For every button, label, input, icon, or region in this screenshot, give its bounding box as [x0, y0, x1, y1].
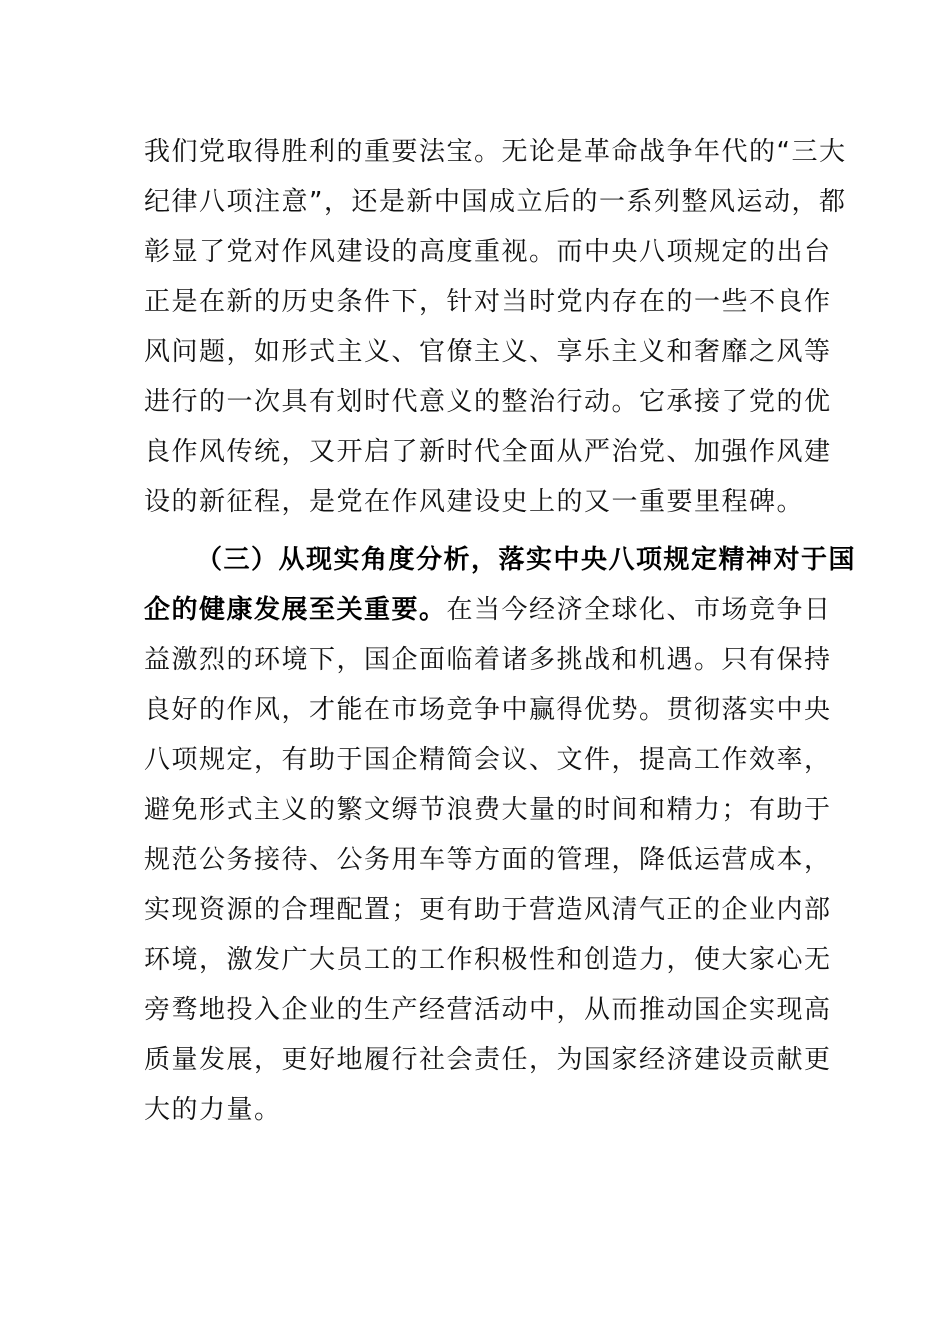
text-line: 避免形式主义的繁文缛节浪费大量的时间和精力；有助于: [144, 795, 832, 825]
paragraph-reality: [144, 535, 857, 1135]
text-line: 设的新征程，是党在作风建设史上的又一重要里程碑。: [144, 487, 805, 517]
text-line-rest: 在当今经济全球化、市场竞争日: [446, 595, 832, 625]
text-line: 良好的作风，才能在市场竞争中赢得优势。贯彻落实中央: [144, 695, 832, 725]
text-line: [144, 585, 832, 635]
text-line: 八项规定，有助于国企精简会议、文件，提高工作效率，: [144, 745, 832, 775]
text-line: 实现资源的合理配置；更有助于营造风清气正的企业内部: [144, 895, 832, 925]
text-line: 风问题，如形式主义、官僚主义、享乐主义和奢靡之风等: [144, 337, 832, 367]
text-line: 规范公务接待、公务用车等方面的管理，降低运营成本，: [144, 845, 832, 875]
paragraph-history: [144, 127, 847, 527]
text-line: 纪律八项注意”，还是新中国成立后的一系列整风运动，都: [144, 187, 847, 217]
section-heading: （三）从现实角度分析，落实中央八项规定精神对于国: [196, 545, 857, 575]
text-line: 质量发展，更好地履行社会责任，为国家经济建设贡献更: [144, 1045, 832, 1075]
text-line: 正是在新的历史条件下，针对当时党内存在的一些不良作: [144, 287, 832, 317]
text-line: 旁骛地投入企业的生产经营活动中，从而推动国企实现高: [144, 995, 832, 1025]
text-line: 进行的一次具有划时代意义的整治行动。它承接了党的优: [144, 387, 832, 417]
text-line: 环境，激发广大员工的工作积极性和创造力，使大家心无: [144, 945, 832, 975]
text-line: 益激烈的环境下，国企面临着诸多挑战和机遇。只有保持: [144, 645, 832, 675]
text-line: 彰显了党对作风建设的高度重视。而中央八项规定的出台: [144, 237, 832, 267]
text-line: 我们党取得胜利的重要法宝。无论是革命战争年代的“三大: [144, 137, 847, 167]
text-line: 大的力量。: [144, 1095, 282, 1125]
section-heading-end: 企的健康发展至关重要。: [144, 595, 447, 625]
text-line: 良作风传统，又开启了新时代全面从严治党、加强作风建: [144, 437, 832, 467]
